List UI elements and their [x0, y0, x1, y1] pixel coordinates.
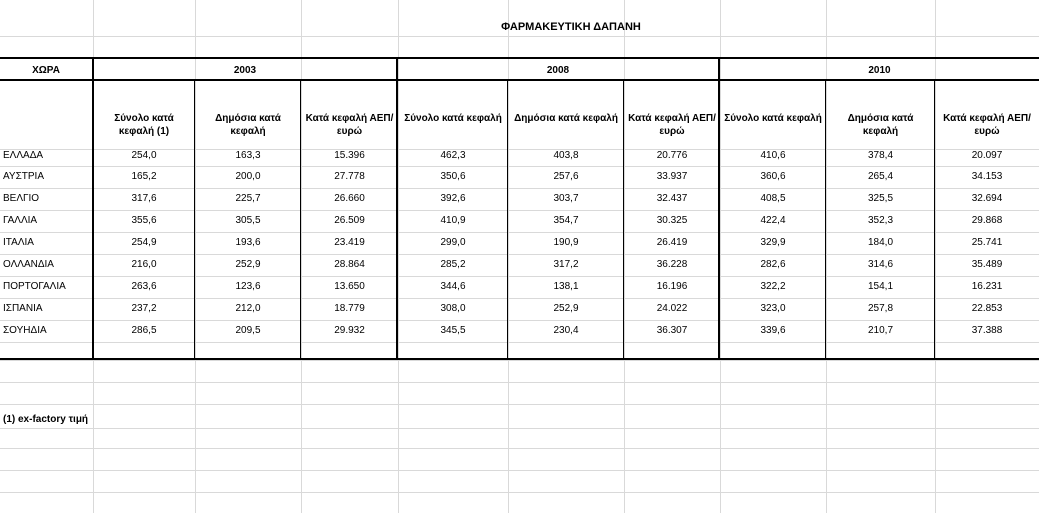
table-cell[interactable]: 317,2 [553, 259, 579, 270]
table-cell[interactable]: 350,6 [440, 171, 466, 182]
table-border [0, 57, 1039, 59]
table-cell[interactable]: 13.650 [334, 281, 365, 292]
table-cell[interactable]: 123,6 [235, 281, 261, 292]
column-subheader: Κατά κεφαλή ΑΕΠ/ευρώ [628, 113, 716, 137]
country-name: ΣΟΥΗΔΙΑ [3, 325, 47, 336]
table-cell[interactable]: 329,9 [760, 237, 786, 248]
grid-row-line [0, 428, 1039, 429]
table-cell[interactable]: 237,2 [131, 303, 157, 314]
country-name: ΠΟΡΤΟΓΑΛΙΑ [3, 281, 66, 292]
table-border [396, 57, 398, 360]
table-cell[interactable]: 33.937 [656, 171, 688, 182]
country-name: ΙΣΠΑΝΙΑ [3, 303, 43, 314]
table-cell[interactable]: 282,6 [760, 259, 786, 270]
table-border [507, 80, 508, 360]
table-cell[interactable]: 225,7 [235, 193, 261, 204]
table-cell[interactable]: 392,6 [440, 193, 466, 204]
table-cell[interactable]: 26.660 [334, 193, 365, 204]
page-title: ΦΑΡΜΑΚΕΥΤΙΚΗ ΔΑΠΑΝΗ [501, 21, 641, 33]
table-cell[interactable]: 35.489 [971, 259, 1003, 270]
year-header-2008: 2008 [546, 65, 570, 76]
table-cell[interactable]: 303,7 [553, 193, 579, 204]
table-cell[interactable]: 216,0 [131, 259, 157, 270]
table-border [934, 80, 935, 360]
grid-row-line [0, 166, 1039, 167]
table-cell[interactable]: 193,6 [235, 237, 261, 248]
grid-row-line [0, 188, 1039, 189]
table-cell[interactable]: 29.868 [971, 215, 1003, 226]
footnote: (1) ex-factory τιμή [3, 414, 89, 425]
grid-row-line [0, 254, 1039, 255]
table-cell[interactable]: 299,0 [440, 237, 466, 248]
table-cell[interactable]: 360,6 [760, 171, 786, 182]
table-cell[interactable]: 355,6 [131, 215, 157, 226]
table-cell[interactable]: 16.196 [656, 281, 688, 292]
country-name: ΓΑΛΛΙΑ [3, 215, 38, 226]
grid-row-line [0, 360, 1039, 361]
table-cell[interactable]: 345,5 [440, 325, 466, 336]
grid-row-line [0, 448, 1039, 449]
table-cell[interactable]: 308,0 [440, 303, 466, 314]
table-cell[interactable]: 378,4 [867, 150, 894, 161]
table-cell[interactable]: 20.776 [656, 150, 688, 161]
table-border [825, 80, 826, 360]
table-cell[interactable]: 190,9 [553, 237, 579, 248]
table-cell[interactable]: 15.396 [334, 150, 365, 161]
column-subheader: Δημόσια κατά κεφαλή [215, 113, 281, 137]
table-cell[interactable]: 410,9 [440, 215, 466, 226]
country-name: ΑΥΣΤΡΙΑ [3, 171, 45, 182]
table-cell[interactable]: 286,5 [131, 325, 157, 336]
table-cell[interactable]: 252,9 [553, 303, 579, 314]
country-name: ΙΤΑΛΙΑ [3, 237, 34, 248]
table-cell[interactable]: 257,8 [867, 303, 894, 314]
country-header: ΧΩΡΑ [32, 65, 60, 76]
column-subheader: Σύνολο κατά κεφαλή [724, 113, 822, 124]
table-cell[interactable]: 322,2 [760, 281, 786, 292]
grid-row-line [0, 36, 1039, 37]
table-cell[interactable]: 462,3 [440, 150, 466, 161]
table-cell[interactable]: 32.437 [656, 193, 688, 204]
table-border [623, 80, 624, 360]
table-cell[interactable]: 339,6 [760, 325, 786, 336]
table-cell[interactable]: 26.419 [656, 237, 688, 248]
table-cell[interactable]: 32.694 [971, 193, 1003, 204]
table-cell[interactable]: 25.741 [971, 237, 1003, 248]
table-cell[interactable]: 422,4 [760, 215, 786, 226]
table-cell[interactable]: 200,0 [235, 171, 261, 182]
grid-row-line [0, 276, 1039, 277]
table-cell[interactable]: 165,2 [131, 171, 157, 182]
table-cell[interactable]: 36.307 [656, 325, 688, 336]
table-border [0, 358, 1039, 360]
table-cell[interactable]: 154,1 [867, 281, 894, 292]
table-cell[interactable]: 24.022 [656, 303, 688, 314]
table-cell[interactable]: 28.864 [334, 259, 365, 270]
column-subheader: Κατά κεφαλή ΑΕΠ/ευρώ [943, 113, 1031, 137]
country-name: ΒΕΛΓΙΟ [3, 193, 40, 204]
table-cell[interactable]: 184,0 [867, 237, 894, 248]
column-subheader: Σύνολο κατά κεφαλή (1) [114, 113, 174, 137]
table-cell[interactable]: 210,7 [867, 325, 894, 336]
table-cell[interactable]: 263,6 [131, 281, 157, 292]
grid-row-line [0, 232, 1039, 233]
country-name: ΕΛΛΑΔΑ [3, 150, 44, 161]
table-cell[interactable]: 254,9 [131, 237, 157, 248]
table-cell[interactable]: 325,5 [867, 193, 894, 204]
year-header-2010: 2010 [868, 65, 891, 76]
table-cell[interactable]: 323,0 [760, 303, 786, 314]
table-cell[interactable]: 410,6 [760, 150, 786, 161]
table-cell[interactable]: 36.228 [656, 259, 688, 270]
table-cell[interactable]: 403,8 [553, 150, 579, 161]
grid-row-line [0, 342, 1039, 343]
table-cell[interactable]: 27.778 [334, 171, 365, 182]
table-cell[interactable]: 163,3 [235, 150, 261, 161]
table-cell[interactable]: 354,7 [553, 215, 579, 226]
country-name: ΟΛΛΑΝΔΙΑ [3, 259, 54, 270]
table-border [300, 80, 301, 360]
table-cell[interactable]: 230,4 [553, 325, 579, 336]
table-cell[interactable]: 285,2 [440, 259, 466, 270]
column-subheader: Δημόσια κατά κεφαλή [514, 113, 618, 124]
table-cell[interactable]: 20.097 [971, 150, 1003, 161]
grid-row-line [0, 210, 1039, 211]
table-cell[interactable]: 305,5 [235, 215, 261, 226]
table-cell[interactable]: 138,1 [553, 281, 579, 292]
table-cell[interactable]: 30.325 [656, 215, 688, 226]
grid-row-line [0, 298, 1039, 299]
table-cell[interactable]: 34.153 [971, 171, 1003, 182]
table-cell[interactable]: 18.779 [334, 303, 365, 314]
table-cell[interactable]: 265,4 [867, 171, 894, 182]
grid-row-line [0, 492, 1039, 493]
table-cell[interactable]: 23.419 [334, 237, 365, 248]
column-subheader: Κατά κεφαλή ΑΕΠ/ευρώ [305, 113, 394, 137]
table-border [194, 80, 195, 360]
table-border [718, 57, 720, 360]
table-cell[interactable]: 16.231 [971, 281, 1003, 292]
table-border [0, 79, 1039, 81]
table-cell[interactable]: 352,3 [867, 215, 894, 226]
table-cell[interactable]: 257,6 [553, 171, 579, 182]
table-cell[interactable]: 252,9 [235, 259, 261, 270]
column-subheader: Σύνολο κατά κεφαλή [404, 113, 502, 124]
table-cell[interactable]: 26.509 [334, 215, 365, 226]
table-cell[interactable]: 317,6 [131, 193, 157, 204]
table-cell[interactable]: 37.388 [971, 325, 1003, 336]
table-cell[interactable]: 408,5 [760, 193, 786, 204]
table-cell[interactable]: 212,0 [235, 303, 261, 314]
column-subheader: Δημόσια κατά κεφαλή [847, 113, 914, 137]
table-border [92, 57, 94, 360]
year-header-2003: 2003 [233, 65, 257, 76]
table-cell[interactable]: 314,6 [867, 259, 894, 270]
grid-row-line [0, 404, 1039, 405]
table-cell[interactable]: 29.932 [334, 325, 365, 336]
grid-row-line [0, 320, 1039, 321]
grid-row-line [0, 470, 1039, 471]
table-cell[interactable]: 22.853 [971, 303, 1003, 314]
table-cell[interactable]: 254,0 [131, 150, 157, 161]
table-cell[interactable]: 344,6 [440, 281, 466, 292]
grid-row-line [0, 382, 1039, 383]
table-cell[interactable]: 209,5 [235, 325, 261, 336]
